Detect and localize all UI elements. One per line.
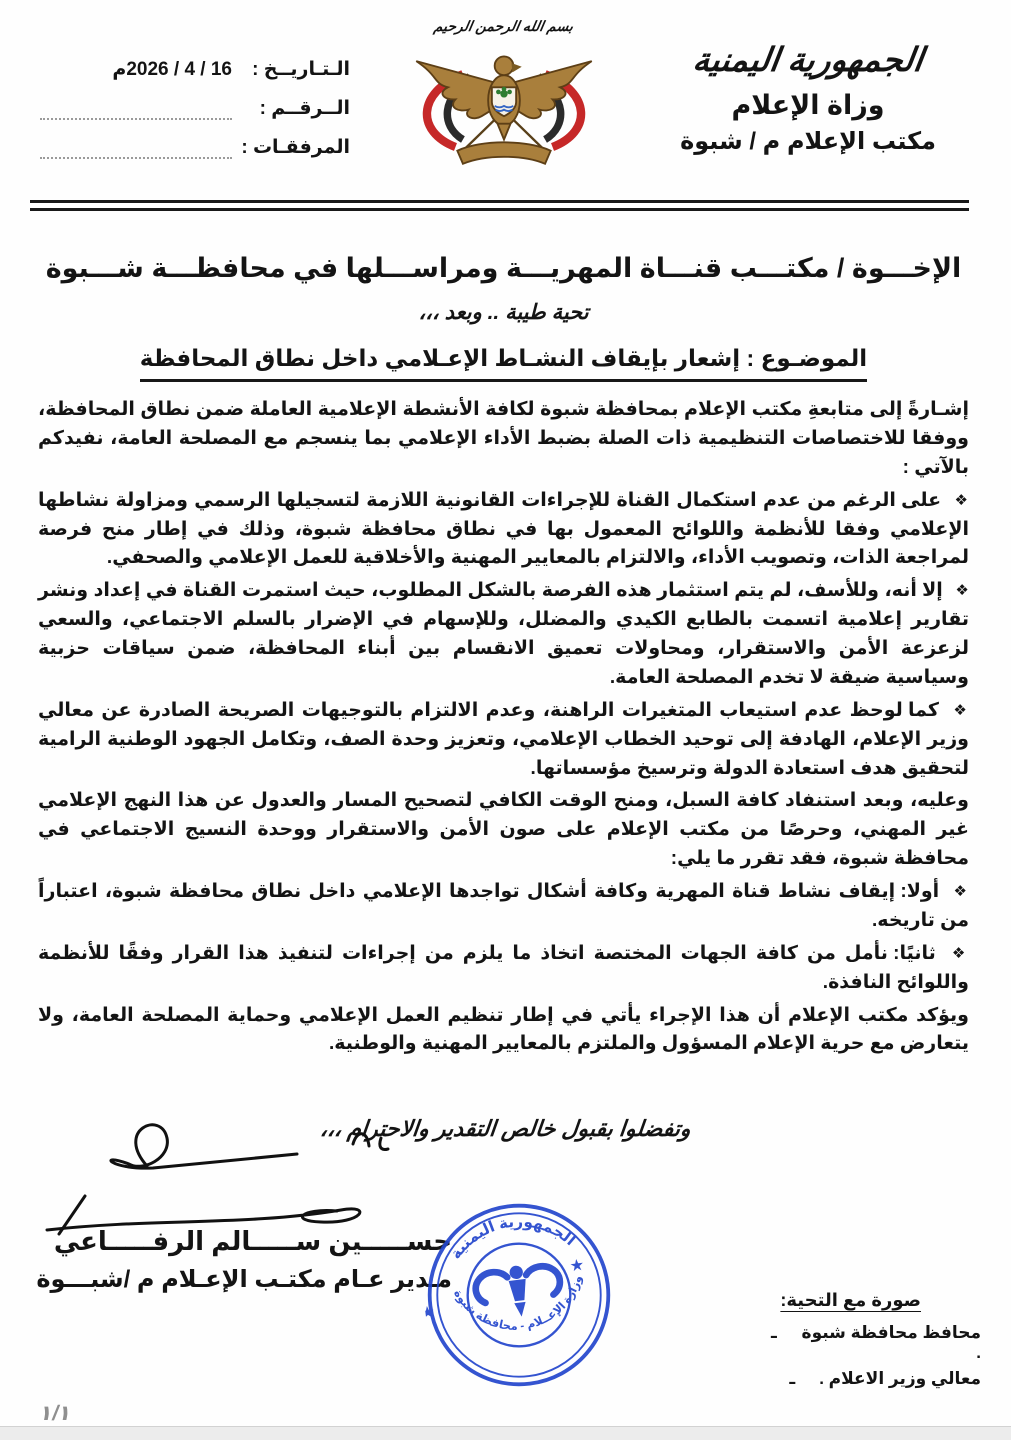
paragraph-text: إشـارةً إلى متابعةِ مكتب الإعلام بمحافظة شبوة لكافة الأنشطة الإعلامية العاملة ضمن نطاق المحافظة، ووفقا للاختصاصات التنظيمية ذات الصلة بضبط الأداء الإعلامي بما ينسجم مع المصلحة العامة، نفيدكم بالآتي : xyxy=(38,399,969,478)
bullet-icon: ❖ xyxy=(951,944,970,962)
paragraph-text: كما لوحظ عدم استيعاب المتغيرات الراهنة، وعدم الالتزام بالتوجيهات الصريحة الصادرة عن معالي وزير الإعلام، الهادفة إلى توحيد الخطاب الإعلامي، وتعزيز وحدة الصف، وتكامل الجهود الوطنية الرامية لتحقيق هدف استعادة الدولة وترسيخ مؤسساتها. xyxy=(38,699,969,779)
national-emblem-icon xyxy=(399,35,609,175)
cc-item xyxy=(745,1369,981,1389)
dash-icon: ـ xyxy=(789,1369,796,1388)
page-number: ١/١ xyxy=(37,1402,74,1425)
closing-line: وتفضلوا بقبول خالص التقدير والاحترام ،،، xyxy=(318,1116,693,1141)
dash-icon: ـ xyxy=(771,1323,777,1342)
number-label: الــرقــم : xyxy=(259,98,350,119)
cc-title: صورة مع التحية: xyxy=(780,1290,921,1310)
greeting-line: تحية طيبة .. وبعد ،،، xyxy=(418,301,589,324)
number-row xyxy=(40,97,350,120)
paragraph-text: على الرغم من عدم استكمال القناة للإجراءات القانونية اللازمة لتسجيلها الرسمي ومزاولة نشاطها الإعلامي وفقا للأنظمة واللوائح المعمول بها في نطاق محافظة شبوة، وذلك في إطار منح فرصة لمراجعة الذات، وتصويب الأداء، والالتزام بالمعايير المهنية والأخلاقية للعمل الإعلامي والصحفي. xyxy=(38,489,969,569)
basmala-text: بسم الله الرحمن الرحيم xyxy=(432,18,575,34)
official-stamp-icon xyxy=(413,1189,625,1401)
letterhead-titles xyxy=(633,40,983,156)
body-text xyxy=(38,396,969,1059)
body-paragraph xyxy=(38,940,969,998)
attachments-blank-line xyxy=(40,141,232,159)
body-paragraph xyxy=(38,577,969,693)
stamp-bottom-text: وزارة الإعــلام - محافظة شبوة xyxy=(451,1274,585,1333)
letter-body xyxy=(38,225,969,1063)
body-paragraph xyxy=(38,487,969,574)
paragraph-text: أولا: إيقاف نشاط قناة المهرية وكافة أشكال تواجدها الإعلامي داخل نطاق محافظة شبوة، اعتباراً من تاريخه. xyxy=(38,881,969,931)
date-label: الـتـاريــخ : xyxy=(252,59,350,80)
paragraph-text: إلا أنه، وللأسف، لم يتم استثمار هذه الفرصة بالشكل المطلوب، حيث استمرت القناة في إعداد ونشر تقارير إعلامية اتسمت بالطابع الكيدي والمضلل، وللإسهام في الإضرار بالسلم الاجتماعي، والسعي لزعزعة الأمن والاستقرار، ومحاولات تعميق الانقسام بين أبناء المحافظة، ضمن سياقات حزبية وسياسية ضيقة لا تخدم المصلحة العامة. xyxy=(38,580,969,688)
signatory-name: حســـــين ســـــالم الرفـــــاعي xyxy=(53,1226,452,1256)
bullet-icon: ❖ xyxy=(953,883,970,900)
addressee-line: الإخـــوة / مكتـــب قنـــاة المهريـــة ومراســـلها في محافظـــة شـــبوة xyxy=(45,253,962,283)
stamp-top-text: الجمهورية اليمنية xyxy=(447,1213,579,1263)
body-paragraph xyxy=(38,1002,969,1060)
republic-title: الجمهورية اليمنية xyxy=(690,41,926,78)
stamp-star-right-icon: ★ xyxy=(568,1255,586,1276)
body-paragraph xyxy=(38,787,969,874)
cc-block xyxy=(745,1290,981,1395)
letterhead xyxy=(0,18,1011,198)
letterhead-emblem xyxy=(391,18,616,180)
body-paragraph xyxy=(38,396,969,483)
ministry-name: وزاة الإعلام xyxy=(731,89,885,120)
number-blank-line xyxy=(40,102,232,120)
bullet-icon: ❖ xyxy=(954,491,970,509)
cc-item-text: معالي وزير الاعلام . xyxy=(819,1369,981,1388)
stamp-star-left-icon: ★ xyxy=(419,1302,437,1323)
cc-item-text: محافظ محافظة شبوة . xyxy=(801,1323,981,1362)
paragraph-text: ويؤكد مكتب الإعلام أن هذا الإجراء يأتي في إطار تنظيم العمل الإعلامي وحماية المصلحة العامة، ولا يتعارض مع حرية الإعلام المسؤول والملتزم بالمعايير المهنية والوطنية. xyxy=(38,1004,969,1055)
body-paragraph xyxy=(38,697,969,784)
signature-area xyxy=(0,1108,1011,1440)
paragraph-text: وعليه، وبعد استنفاد كافة السبل، ومنح الوقت الكافي لتصحيح المسار والعدول عن هذا النهج الإعلامي غير المهني، وحرصًا من مكتب الإعلام على صون الأمن والاستقرار ووحدة النسيج الاجتماعي في محافظة شبوة، فقد تقرر ما يلي: xyxy=(38,790,969,870)
header-divider xyxy=(30,200,969,211)
body-paragraph xyxy=(38,878,969,936)
date-row xyxy=(40,58,350,81)
signatory-block xyxy=(36,1226,452,1294)
date-value: 16 / 4 / 2026م xyxy=(112,59,232,80)
bullet-icon: ❖ xyxy=(955,582,969,600)
office-name: مكتب الإعلام م / شبوة xyxy=(680,127,936,155)
signatory-title: مـدير عـام مكتـب الإعـلام م /شبـــوة xyxy=(36,1266,452,1293)
letter-meta xyxy=(40,58,350,175)
subject-line: الموضـوع : إشعار بإيقاف النشـاط الإعـلامي داخل نطاق المحافظة xyxy=(140,345,867,382)
bullet-icon: ❖ xyxy=(953,701,969,719)
attachments-row xyxy=(40,136,350,159)
paragraph-text: ثانيًا: نأمل من كافة الجهات المختصة اتخاذ ما يلزم من إجراءات لتنفيذ هذا القرار وفقًا للأنظمة واللوائح النافذة. xyxy=(38,942,969,993)
cc-item xyxy=(745,1323,981,1363)
attachments-label: المرفقـات : xyxy=(241,137,350,158)
scan-edge xyxy=(0,1426,1011,1440)
